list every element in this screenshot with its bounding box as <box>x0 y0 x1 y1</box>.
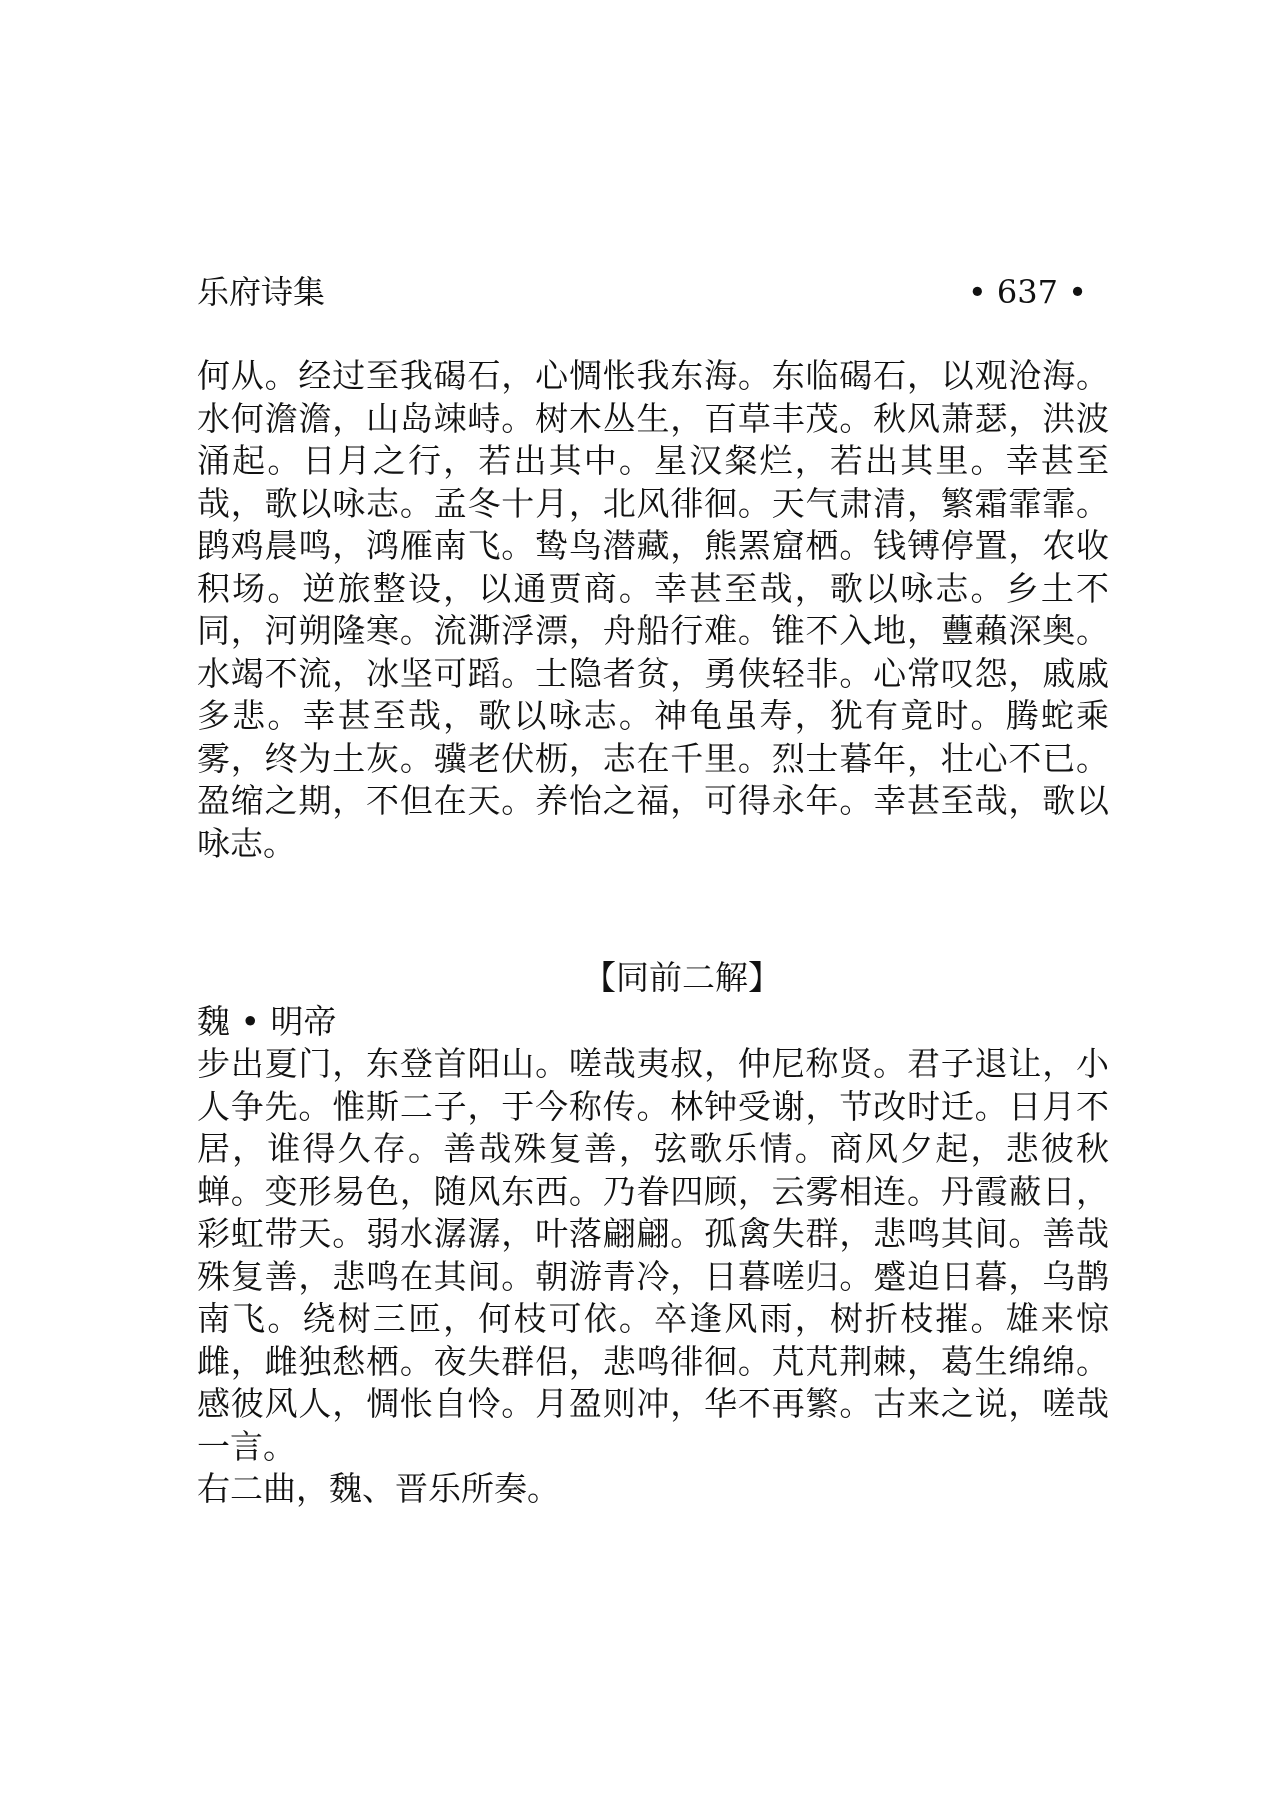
book-title: 乐府诗集 <box>197 273 326 311</box>
poem-text-block <box>197 355 1109 863</box>
poem-text-block-2 <box>197 1043 1109 1508</box>
section-heading: 【同前二解】 <box>583 958 781 997</box>
page-number: • 637 • <box>967 273 1087 311</box>
poem-paragraph: 何从。经过至我碣石，心惆怅我东海。东临碣石，以观沧海。水何澹澹，山岛竦峙。树木丛生，百草丰茂。秋风萧瑟，洪波涌起。日月之行，若出其中。星汉粲烂，若出其里。幸甚至哉，歌以咏志。孟冬十月，北风徘徊。天气肃清，繁霜霏霏。鹍鸡晨鸣，鸿雁南飞。鸷鸟潜藏，熊罴窟栖。钱镈停置，农收积场。逆旅整设，以通贾商。幸甚至哉，歌以咏志。乡土不同，河朔隆寒。流澌浮漂，舟船行难。锥不入地，蘴藾深奥。水竭不流，冰坚可蹈。士隐者贫，勇侠轻非。心常叹怨，戚戚多悲。幸甚至哉，歌以咏志。神龟虽寿，犹有竟时。腾蛇乘雾，终为土灰。骥老伏枥，志在千里。烈士暮年，壮心不已。盈缩之期，不但在天。养怡之福，可得永年。幸甚至哉，歌以咏志。 <box>197 356 1109 863</box>
author-line: 魏 • 明帝 <box>197 1002 337 1041</box>
poem-paragraph: 步出夏门，东登首阳山。嗟哉夷叔，仲尼称贤。君子退让，小人争先。惟斯二子，于今称传。林钟受谢，节改时迁。日月不居，谁得久存。善哉殊复善，弦歌乐情。商风夕起，悲彼秋蝉。变形易色，随风东西。乃眷四顾，云雾相连。丹霞蔽日，彩虹带天。弱水潺潺，叶落翩翩。孤禽失群，悲鸣其间。善哉殊复善，悲鸣在其间。朝游青冷，日暮嗟归。蹙迫日暮，乌鹊南飞。绕树三匝，何枝可依。卒逢风雨，树折枝摧。雄来惊雌，雌独愁栖。夜失群侣，悲鸣徘徊。芃芃荆棘，葛生绵绵。感彼风人，惆怅自怜。月盈则冲，华不再繁。古来之说，嗟哉一言。 <box>197 1044 1109 1466</box>
page-header <box>197 268 1087 316</box>
closing-note: 右二曲，魏、晋乐所奏。 <box>197 1469 560 1508</box>
